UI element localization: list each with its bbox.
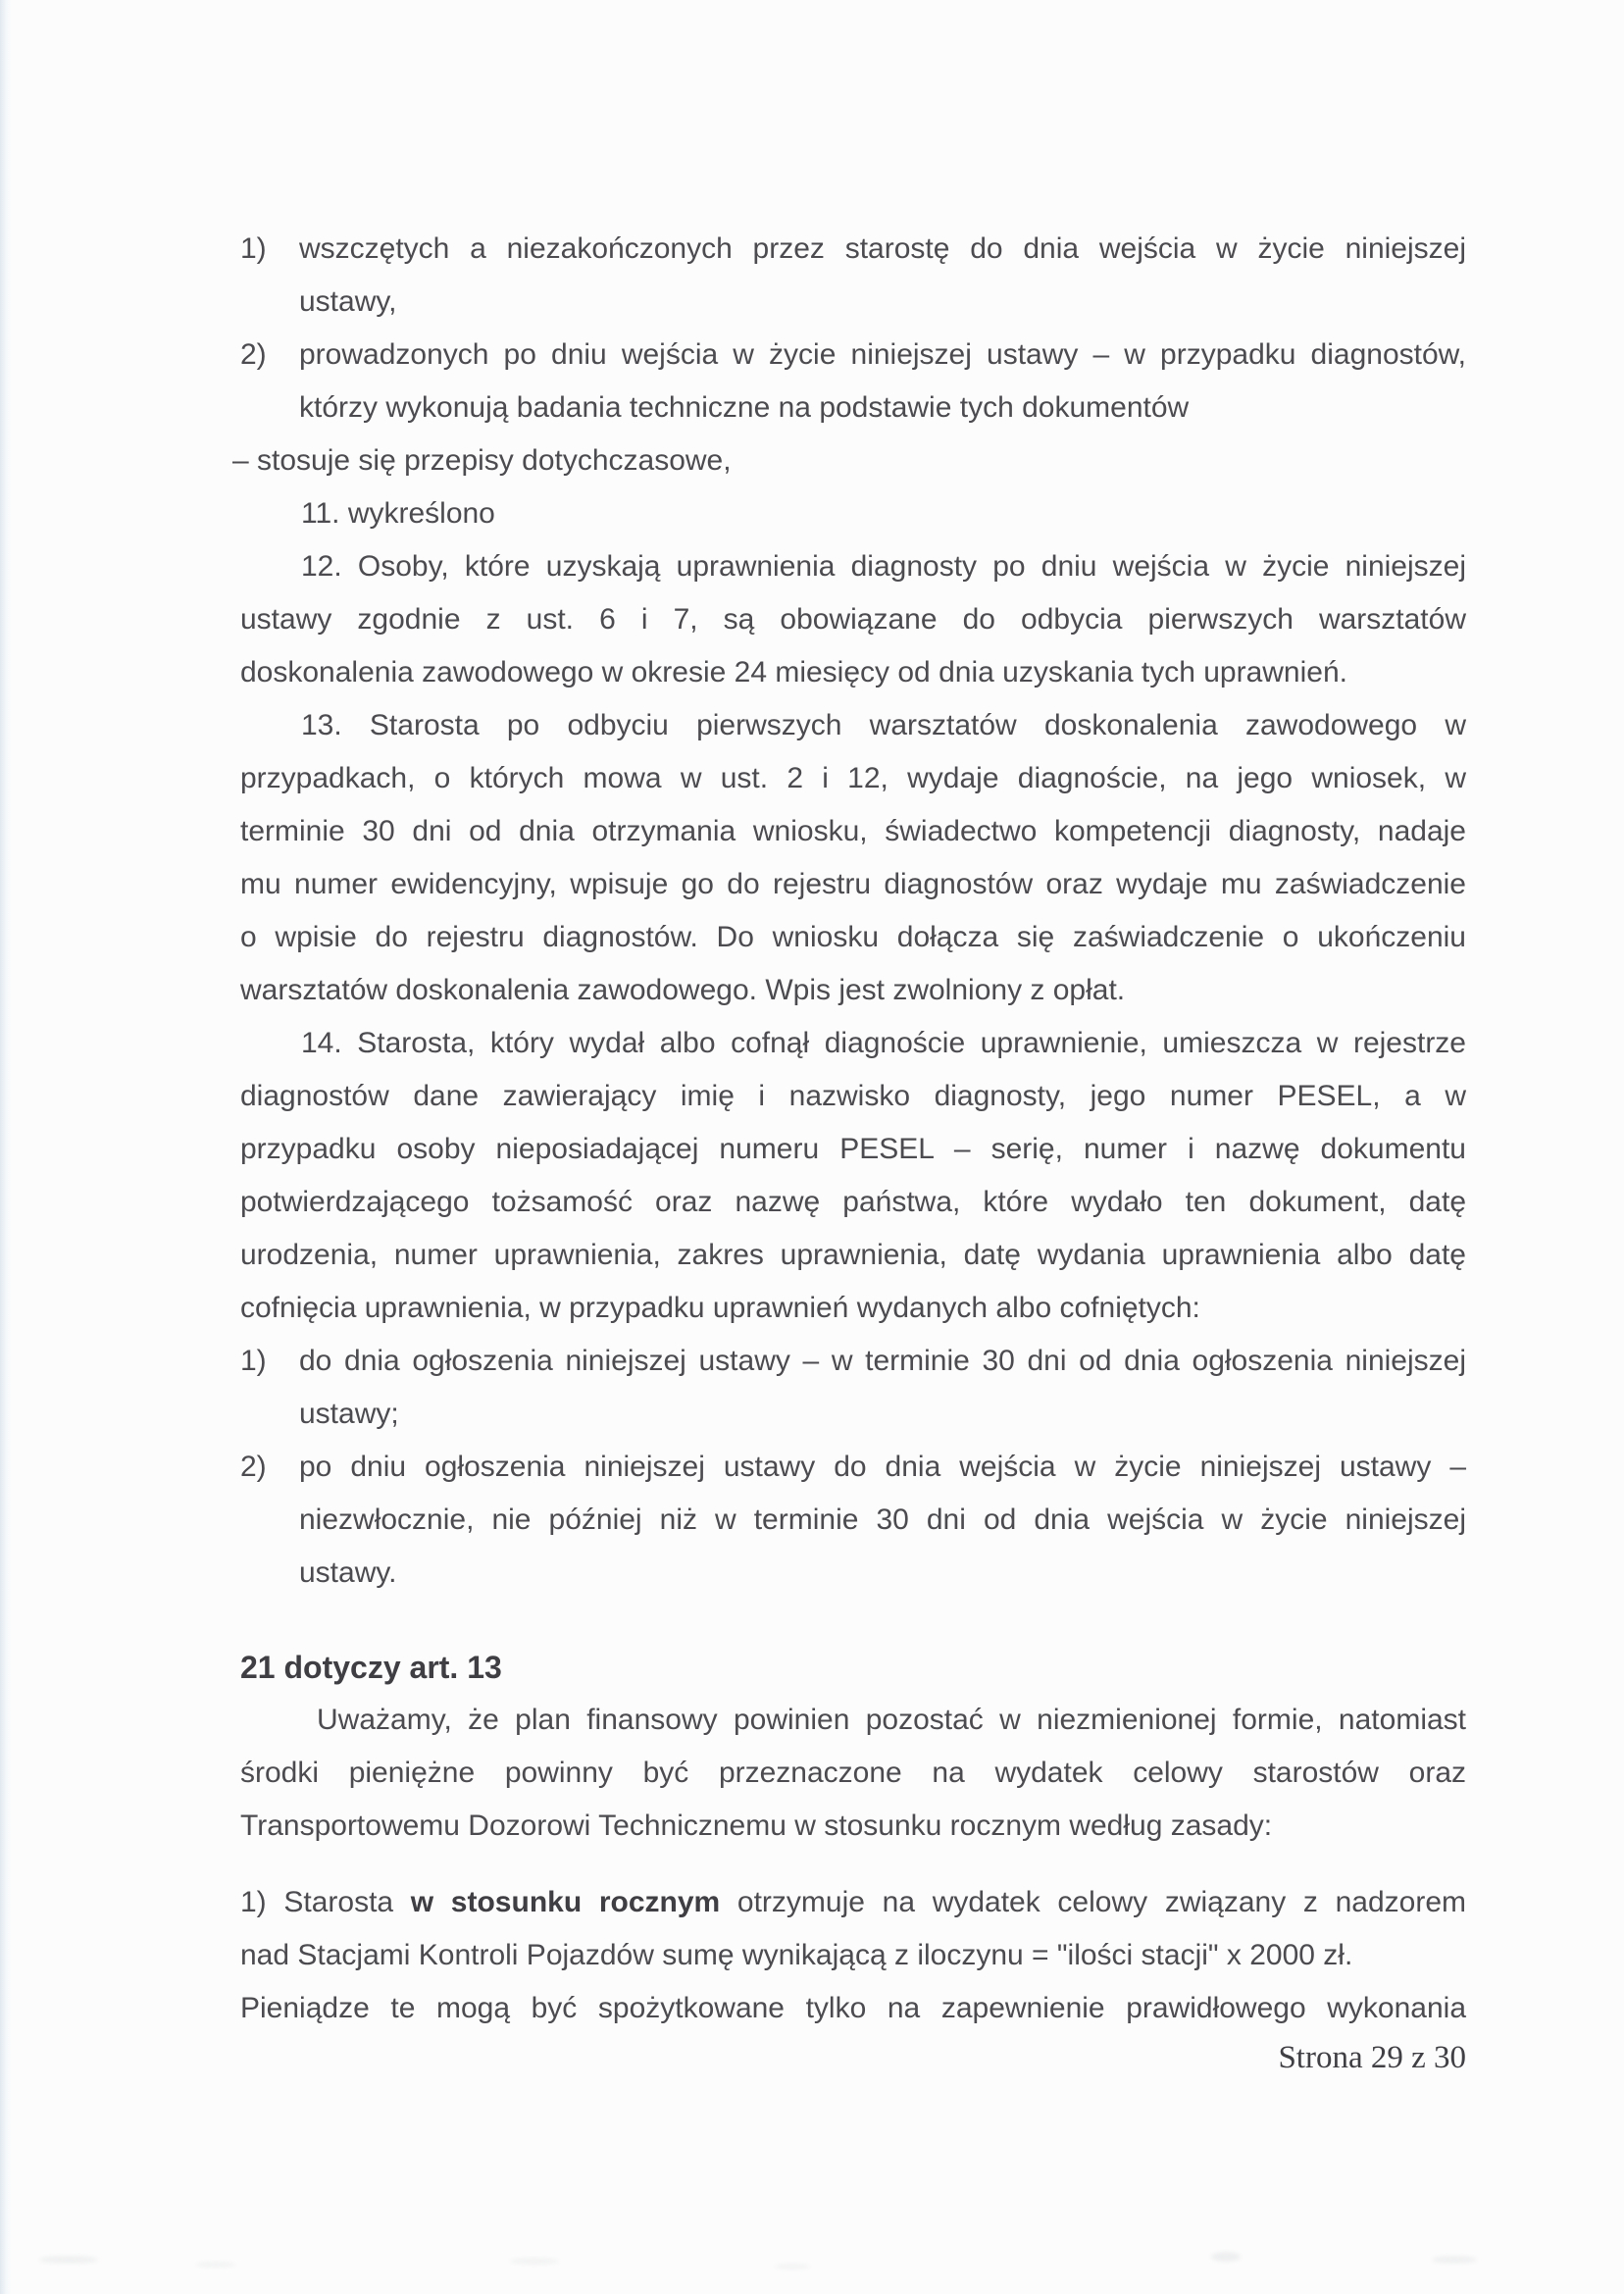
dash-closing-line (232, 434, 1466, 487)
paragraph-pieniadze (240, 1982, 1466, 2035)
scan-noise-mark (510, 2258, 559, 2265)
text-line: doskonalenia zawodowego w okresie 24 miesięcy od dnia uzyskania tych uprawnień. (240, 656, 1347, 688)
text-line: cofnięcia uprawnienia, w przypadku uprawnień wydanych albo cofniętych: (240, 1292, 1200, 1324)
list-item-2-text (299, 329, 1466, 434)
text-line: niezwłocznie, nie później niż w terminie 30 dni od dnia wejścia w życie niniejszej (299, 1504, 1466, 1536)
sub-list-item-1 (240, 1335, 1466, 1441)
paragraph-uwazamy (240, 1694, 1466, 1853)
scan-noise-mark (1211, 2252, 1241, 2262)
paragraph-starosta (240, 1876, 1466, 1982)
list-marker-2: 2) (240, 338, 267, 371)
text-line: Uważamy, że plan finansowy powinien pozostać w niezmienionej formie, natomiast (317, 1704, 1466, 1736)
text-line: przypadku osoby nieposiadającej numeru PESEL – serię, numer i nazwę dokumentu (240, 1133, 1466, 1165)
section-heading: 21 dotyczy art. 13 (240, 1650, 502, 1685)
list-item-1 (240, 223, 1466, 329)
document-content (232, 223, 1466, 2035)
page-number-footer: Strona 29 z 30 (1278, 2040, 1466, 2075)
text-line: przypadkach, o których mowa w ust. 2 i 12, wydaje diagnoście, na jego wniosek, w (240, 762, 1466, 794)
paragraph-14 (240, 1017, 1466, 1335)
text-line: warsztatów doskonalenia zawodowego. Wpis jest zwolniony z opłat. (240, 974, 1126, 1006)
text-line: diagnostów dane zawierający imię i nazwisko diagnosty, jego numer PESEL, a w (240, 1080, 1466, 1112)
list-item-1-text (299, 223, 1466, 329)
list-item-2 (240, 329, 1466, 434)
text-line: ustawy; (299, 1398, 399, 1430)
text-line: 11. wykreślono (301, 497, 495, 530)
list-marker-1: 1) (240, 232, 267, 265)
text-line: którzy wykonują badania techniczne na podstawie tych dokumentów (299, 391, 1190, 424)
text-line: do dnia ogłoszenia niniejszej ustawy – w terminie 30 dni od dnia ogłoszenia niniejszej (299, 1345, 1466, 1377)
text-line: środki pieniężne powinny być przeznaczone na wydatek celowy starostów oraz (240, 1757, 1466, 1789)
text-line: ustawy zgodnie z ust. 6 i 7, są obowiązane do odbycia pierwszych warsztatów (240, 603, 1466, 636)
text-line: 12. Osoby, które uzyskają uprawnienia diagnosty po dniu wejścia w życie niniejszej (301, 550, 1466, 583)
text-line: ustawy, (299, 285, 397, 318)
text-line: nad Stacjami Kontroli Pojazdów sumę wynikającą z iloczynu = "ilości stacji" x 2000 zł. (240, 1939, 1353, 1971)
bold-text-segment: w stosunku rocznym (410, 1886, 721, 1918)
sub-list-marker-2: 2) (240, 1451, 267, 1483)
sub-list-item-2-text (299, 1441, 1466, 1600)
text-line: urodzenia, numer uprawnienia, zakres uprawnienia, datę wydania uprawnienia albo datę (240, 1239, 1466, 1271)
text-line: o wpisie do rejestru diagnostów. Do wniosku dołącza się zaświadczenie o ukończeniu (240, 921, 1466, 953)
sub-list-marker-1: 1) (240, 1345, 267, 1377)
text-segment: otrzymuje na wydatek celowy związany z nadzorem (720, 1886, 1466, 1918)
text-line: 13. Starosta po odbyciu pierwszych warsztatów doskonalenia zawodowego w (301, 709, 1466, 741)
scan-noise-mark (196, 2262, 235, 2268)
text-line: Pieniądze te mogą być spożytkowane tylko na zapewnienie prawidłowego wykonania (240, 1992, 1466, 2024)
text-segment: 1) Starosta (240, 1886, 411, 1918)
text-line: Transportowemu Dozorowi Technicznemu w stosunku rocznym według zasady: (240, 1810, 1273, 1842)
sub-list-item-1-text (299, 1335, 1466, 1441)
text-line: terminie 30 dni od dnia otrzymania wniosku, świadectwo kompetencji diagnosty, nadaje (240, 815, 1466, 847)
text-line: mu numer ewidencyjny, wpisuje go do rejestru diagnostów oraz wydaje mu zaświadczenie (240, 868, 1466, 900)
text-line: potwierdzającego tożsamość oraz nazwę państwa, które wydało ten dokument, datę (240, 1186, 1466, 1218)
sub-list-item-2 (240, 1441, 1466, 1600)
paragraph-13 (240, 699, 1466, 1017)
scan-noise-mark (775, 2264, 810, 2269)
text-line (240, 1876, 1466, 1929)
text-line: po dniu ogłoszenia niniejszej ustawy do dnia wejścia w życie niniejszej ustawy – (299, 1451, 1466, 1483)
text-line: ustawy. (299, 1556, 397, 1589)
text-line: wszczętych a niezakończonych przez starostę do dnia wejścia w życie niniejszej (299, 232, 1466, 265)
paragraph-11 (240, 487, 1466, 540)
paragraph-12 (240, 540, 1466, 699)
scan-noise-mark (39, 2256, 98, 2264)
text-line: prowadzonych po dniu wejścia w życie niniejszej ustawy – w przypadku diagnostów, (299, 338, 1466, 371)
text-line: – stosuje się przepisy dotychczasowe, (232, 444, 732, 477)
scan-left-edge (0, 0, 12, 2294)
text-line: 14. Starosta, który wydał albo cofnął diagnoście uprawnienie, umieszcza w rejestrze (301, 1027, 1466, 1059)
scan-noise-mark (1432, 2256, 1477, 2264)
